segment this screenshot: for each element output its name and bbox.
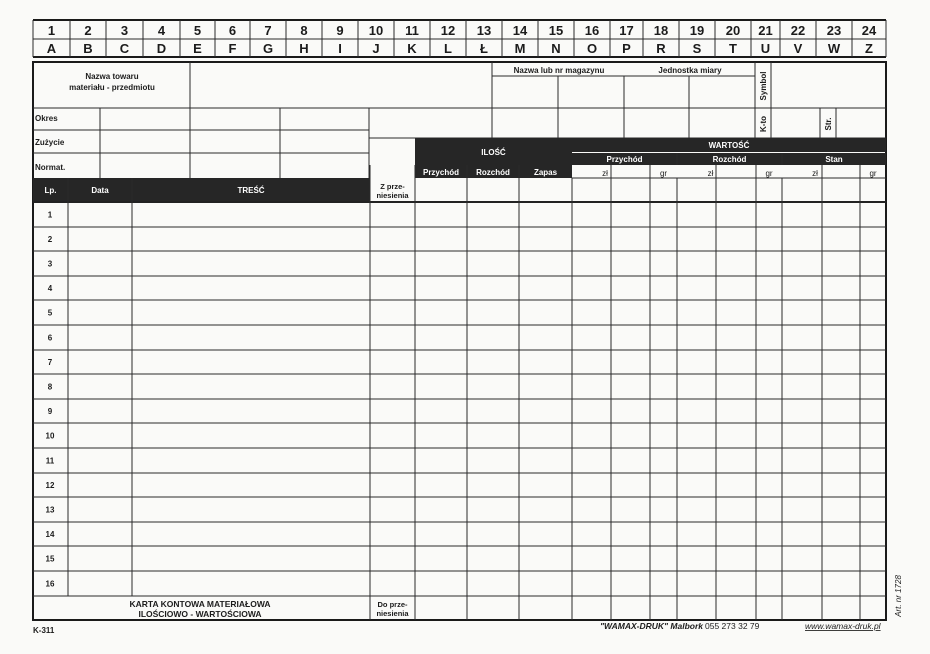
form-code: K-311: [33, 626, 55, 635]
ruler-letter-S: S: [692, 41, 702, 56]
row-number-5: 5: [47, 308, 53, 318]
ruler-number-3: 3: [120, 23, 129, 38]
card-title-2: ILOŚCIOWO - WARTOŚCIOWA: [138, 609, 262, 619]
unit-label: Jednostka miary: [658, 66, 722, 75]
ruler-letter-C: C: [119, 41, 130, 56]
article-number: Art. nr 1728: [894, 575, 903, 617]
row-number-2: 2: [47, 234, 53, 244]
main-header-bg: [33, 178, 370, 202]
date-header: Data: [91, 186, 109, 195]
ruler-number-12: 12: [440, 23, 456, 38]
ruler-number-4: 4: [157, 23, 166, 38]
ruler-letter-W: W: [827, 41, 841, 56]
ruler-letter-V: V: [793, 41, 803, 56]
zl-label-vst: zł: [812, 169, 818, 178]
value-income-header: Przychód: [606, 155, 643, 164]
ruler-letter-L: L: [444, 41, 452, 56]
row-number-9: 9: [47, 407, 53, 417]
gr-label-vst: gr: [869, 169, 877, 178]
ruler-number-5: 5: [193, 23, 202, 38]
content-header: TREŚĆ: [237, 186, 265, 195]
ruler-number-7: 7: [264, 23, 272, 38]
ruler-letter-D: D: [156, 41, 167, 56]
qty-income-header: Przychód: [422, 168, 460, 177]
carry-in-header: Z prze-: [380, 182, 405, 191]
ruler-number-21: 21: [758, 23, 773, 38]
ruler-number-24: 24: [861, 23, 877, 38]
ruler-number-19: 19: [689, 23, 705, 38]
qty-outgo-header: Rozchód: [476, 168, 510, 177]
item-name-label: Nazwa towaru: [85, 72, 139, 81]
row-number-13: 13: [45, 505, 55, 515]
gr-label-vin: gr: [659, 169, 668, 178]
row-number-16: 16: [45, 579, 55, 589]
ruler-letter-F: F: [228, 41, 237, 56]
zl-label-vin: zł: [602, 169, 608, 178]
ruler-letter-R: R: [656, 41, 666, 56]
ruler-letter-J: J: [372, 41, 380, 56]
row-number-11: 11: [45, 456, 55, 466]
ruler-number-15: 15: [548, 23, 564, 38]
ruler-letter-Z: Z: [865, 41, 873, 56]
printer-url: www.wamax-druk.pl: [805, 621, 881, 631]
ruler-letter-T: T: [729, 41, 737, 56]
ruler-letter-B: B: [83, 41, 93, 56]
symbol-label: Symbol: [759, 71, 768, 101]
ruler-number-22: 22: [790, 23, 806, 38]
carry-in-header-2: niesienia: [376, 191, 409, 200]
value-stock-header: Stan: [825, 155, 843, 164]
row-number-6: 6: [47, 333, 53, 343]
usage-label: Zużycie: [35, 138, 65, 147]
ruler-letter-N: N: [551, 41, 561, 56]
lp-header: Lp.: [44, 186, 57, 195]
row-number-1: 1: [47, 210, 53, 220]
kto-label: K-to: [759, 116, 768, 132]
row-number-7: 7: [47, 357, 53, 367]
ruler-letter-K: K: [407, 41, 417, 56]
ruler-number-6: 6: [228, 23, 237, 38]
row-number-12: 12: [45, 480, 55, 490]
ruler-letter-E: E: [193, 41, 202, 56]
ruler-number-13: 13: [476, 23, 492, 38]
period-label: Okres: [35, 114, 58, 123]
ruler-number-14: 14: [512, 23, 528, 38]
row-number-15: 15: [45, 554, 55, 564]
ruler-number-8: 8: [300, 23, 308, 38]
norm-label: Normat.: [35, 163, 66, 172]
ruler-number-9: 9: [336, 23, 344, 38]
zl-label-vout: zł: [707, 169, 714, 178]
qty-stock-header: Zapas: [533, 168, 558, 177]
ruler-number-17: 17: [619, 23, 634, 38]
row-number-8: 8: [47, 382, 53, 392]
ruler-letter-H: H: [299, 41, 309, 56]
ruler-letter-P: P: [622, 41, 631, 56]
warehouse-label: Nazwa lub nr magazynu: [513, 66, 605, 75]
printer-name: "WAMAX-DRUK" Malbork: [600, 621, 703, 631]
ruler-number-20: 20: [725, 23, 741, 38]
ruler-number-10: 10: [368, 23, 384, 38]
row-number-10: 10: [45, 431, 55, 441]
page-label: Str.: [824, 117, 833, 131]
card-title: KARTA KONTOWA MATERIAŁOWA: [129, 599, 271, 609]
row-number-3: 3: [47, 259, 53, 269]
ruler-letter-O: O: [586, 41, 598, 56]
ruler-number-16: 16: [584, 23, 600, 38]
value-outgo-header: Rozchód: [712, 155, 747, 164]
row-number-14: 14: [45, 530, 55, 540]
carry-out-label: Do prze-: [377, 600, 408, 609]
printer-phone: 055 273 32 79: [705, 621, 760, 631]
ruler-number-11: 11: [405, 23, 419, 38]
item-name-label-2: materiału - przedmiotu: [69, 83, 155, 92]
ruler-letter-I: I: [338, 41, 342, 56]
carry-out-label-2: niesienia: [376, 609, 409, 618]
ruler-letter-G: G: [262, 41, 274, 56]
ruler-letter-A: A: [46, 41, 57, 56]
ruler-number-23: 23: [826, 23, 842, 38]
row-number-4: 4: [47, 284, 53, 294]
value-header: WARTOŚĆ: [708, 141, 750, 150]
ruler-number-1: 1: [47, 23, 56, 38]
gr-label-vout: gr: [765, 169, 773, 178]
ruler-letter-M: M: [514, 41, 526, 56]
ruler-letter-Ł: Ł: [480, 41, 488, 56]
ruler-number-2: 2: [84, 23, 92, 38]
ruler-number-18: 18: [653, 23, 669, 38]
ruler-letter-U: U: [760, 41, 771, 56]
quantity-header: ILOŚĆ: [481, 148, 506, 157]
